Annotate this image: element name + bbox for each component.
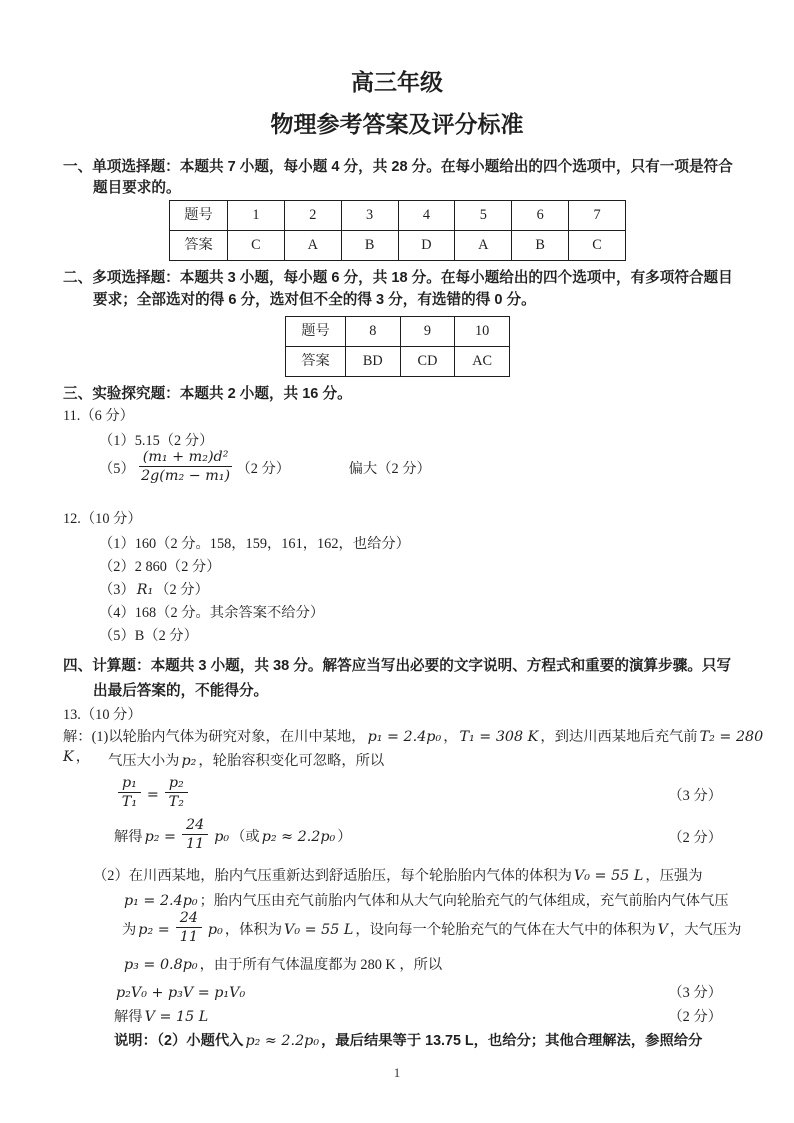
- q13-result-2-line: [0, 1007, 794, 1027]
- text-segment: ，轮胎容积变化可忽略，所以: [198, 753, 385, 769]
- q11-heading: 11.（6 分）: [63, 408, 134, 424]
- text-segment: 为: [122, 922, 137, 939]
- text-segment: （2 分）: [155, 582, 209, 598]
- fraction: [139, 449, 233, 485]
- answer-table-cell: AC: [455, 347, 510, 377]
- answer-table-cell: A: [455, 231, 512, 261]
- answer-table-cell: 2: [284, 201, 341, 231]
- math-segment: T₂ = 280 K: [63, 729, 764, 766]
- section1-heading-line2: 题目要求的。: [93, 180, 181, 196]
- fraction-numerator: 24: [182, 817, 208, 835]
- math-segment: T₁ = 308 K: [459, 729, 539, 745]
- math-segment: V₀ = 55 L: [573, 868, 644, 884]
- q11-item5-answer: [99, 449, 291, 485]
- math-segment: p₁ = 2.4p₀: [124, 893, 198, 909]
- math-segment: p₂ =: [138, 922, 170, 939]
- text-segment: ，压强为: [645, 868, 703, 884]
- q13-solution-part2-line2: [0, 891, 794, 911]
- q13-result-2-score: （2 分）: [668, 1009, 722, 1025]
- answer-table-cell: 4: [398, 201, 455, 231]
- text-segment: ，到达川西某地后充气前: [540, 729, 698, 745]
- q13-solution-part1-line2: [0, 751, 794, 771]
- answer-table-cell: BD: [346, 347, 401, 377]
- document-title-line2: 物理参考答案及评分标准: [270, 111, 524, 137]
- math-segment: p₀: [207, 922, 223, 939]
- math-segment: V₀ = 55 L: [284, 922, 354, 939]
- answer-table-cell: 1: [228, 201, 285, 231]
- fraction: [118, 775, 141, 811]
- math-segment: p₀: [214, 829, 230, 846]
- q12-item-5: （5）B（2 分）: [99, 628, 198, 644]
- text-segment: （或: [231, 829, 260, 846]
- q13-equation-2-line: [0, 983, 794, 1003]
- table-row: [286, 347, 510, 377]
- q13-equation-2: [114, 983, 247, 1003]
- section2-heading-line2: 要求；全部选对的得 6 分，选对但不全的得 3 分，有选错的得 0 分。: [93, 292, 536, 308]
- text-segment: （3）: [99, 582, 135, 598]
- table-row: [170, 201, 626, 231]
- fraction-denominator: 11: [179, 929, 198, 946]
- q13-equation-1-score: （3 分）: [668, 787, 722, 804]
- fraction-numerator: (m₁ + m₂)d²: [139, 449, 233, 467]
- text-segment: ，: [443, 729, 458, 745]
- math-segment: p₂: [181, 753, 197, 769]
- fraction: [176, 910, 202, 946]
- bold-text-segment: ，最后结果等于 13.75 L，也给分；其他合理解法，参照给分: [321, 1033, 703, 1049]
- document-title-line1: 高三年级: [351, 69, 443, 95]
- q11-item5-extra-answer: 偏大（2 分）: [348, 461, 431, 478]
- q13-heading: 13.（10 分）: [63, 707, 142, 723]
- q13-result-2: [114, 1007, 210, 1027]
- q13-solution-part2-line1: [0, 866, 794, 886]
- answer-table-cell: 5: [455, 201, 512, 231]
- text-segment: ，由于所有气体温度都为 280 K ，所以: [199, 957, 443, 973]
- q13-equation-1-line: [0, 775, 794, 814]
- fraction-numerator: p₂: [165, 775, 188, 793]
- text-segment: ；胎内气压由充气前胎内气体和从大气向轮胎充气的气体组成，充气前胎内气体气压: [199, 893, 729, 909]
- text-segment: 气压大小为: [108, 753, 180, 769]
- math-segment: p₂ ≈ 2.2p₀: [245, 1033, 320, 1049]
- answer-table-cell: B: [341, 231, 398, 261]
- text-segment: ）: [337, 829, 352, 846]
- answer-table-cell: 题号: [286, 317, 346, 347]
- answer-table-cell: C: [569, 231, 626, 261]
- section3-heading: 三、实验探究题：本题共 2 小题，共 16 分。: [63, 386, 352, 402]
- q12-item-1: （1）160（2 分。158，159，161，162，也给分）: [99, 536, 410, 552]
- text-segment: 解得: [114, 1009, 143, 1025]
- fraction-numerator: p₁: [118, 775, 141, 793]
- single-choice-answer-table: [169, 200, 626, 261]
- text-segment: ，体积为: [224, 922, 282, 939]
- q13-result-1: [114, 817, 352, 856]
- answer-table-cell: 答案: [286, 347, 346, 377]
- q13-result-1-score: （2 分）: [668, 829, 722, 846]
- text-segment: ，: [75, 749, 90, 766]
- fraction: [182, 817, 208, 853]
- fraction-denominator: T₂: [168, 794, 184, 811]
- text-segment: （2 分）: [236, 461, 291, 478]
- math-segment: p₂V₀ + p₃V = p₁V₀: [116, 985, 246, 1001]
- answer-table-cell: 7: [569, 201, 626, 231]
- math-segment: p₃ = 0.8p₀: [124, 957, 198, 973]
- text-segment: （5）: [99, 461, 135, 478]
- answer-table-cell: 6: [512, 201, 569, 231]
- math-segment: p₁ = 2.4p₀: [367, 729, 442, 745]
- q11-item-5: [0, 449, 794, 488]
- answer-table-cell: 3: [341, 201, 398, 231]
- section2-heading-line1: 二、多项选择题：本题共 3 小题，每小题 6 分，共 18 分。在每小题给出的四个选项中，有多项符合题目: [63, 270, 733, 286]
- answer-table-cell: 题号: [170, 201, 228, 231]
- q13-equation-2-score: （3 分）: [668, 985, 722, 1001]
- text-segment: 解得: [114, 829, 143, 846]
- section4-heading-line1: 四、计算题：本题共 3 小题，共 38 分。解答应当写出必要的文字说明、方程式和重要的演算步骤。只写: [63, 658, 732, 674]
- q12-item-4: （4）168（2 分。其余答案不给分）: [99, 605, 325, 621]
- answer-table-cell: D: [398, 231, 455, 261]
- answer-table-cell: B: [512, 231, 569, 261]
- q12-item-3: [0, 580, 794, 600]
- answer-table-cell: 答案: [170, 231, 228, 261]
- answer-table-cell: 9: [400, 317, 455, 347]
- fraction-denominator: 11: [186, 836, 205, 853]
- q11-item-1: （1）5.15（2 分）: [99, 433, 214, 449]
- math-segment: =: [146, 787, 159, 804]
- table-row: [286, 317, 510, 347]
- q13-equation-1: [114, 775, 192, 814]
- text-segment: ，设向每一个轮胎充气的气体在大气中的体积为: [355, 922, 656, 939]
- bold-text-segment: 说明：（2）小题代入: [114, 1033, 244, 1049]
- fraction: [165, 775, 188, 811]
- fraction-numerator: 24: [176, 910, 202, 928]
- q13-solution-part2-line4: [0, 955, 794, 975]
- q13-solution-part2-line3: [0, 910, 794, 949]
- section1-heading-line1: 一、单项选择题：本题共 7 小题，每小题 4 分，共 28 分。在每小题给出的四个选项中，只有一项是符合: [63, 159, 733, 175]
- math-segment: p₂ =: [144, 829, 177, 846]
- math-segment: R₁: [136, 582, 154, 598]
- text-segment: ，大气压为: [669, 922, 742, 939]
- answer-table-cell: 10: [455, 317, 510, 347]
- fraction-denominator: T₁: [121, 794, 138, 811]
- q12-heading: 12.（10 分）: [63, 511, 142, 527]
- answer-table-cell: CD: [400, 347, 455, 377]
- math-segment: p₂ ≈ 2.2p₀: [261, 829, 336, 846]
- answer-table-cell: A: [284, 231, 341, 261]
- text-segment: （2）在川西某地，胎内气压重新达到舒适胎压，每个轮胎胎内气体的体积为: [93, 868, 572, 884]
- math-segment: V: [657, 922, 668, 939]
- q13-result-1-line: [0, 817, 794, 856]
- answer-table-cell: 8: [346, 317, 401, 347]
- q12-item-2: （2）2 860（2 分）: [99, 559, 221, 575]
- section4-heading-line2: 出最后答案的，不能得分。: [93, 683, 269, 699]
- page-number: 1: [393, 1065, 401, 1080]
- text-segment: 解：(1)以轮胎内气体为研究对象，在川中某地，: [63, 729, 366, 745]
- multi-choice-answer-table: [285, 316, 510, 377]
- fraction-denominator: 2g(m₂ − m₁): [141, 468, 231, 485]
- answer-table-cell: C: [228, 231, 285, 261]
- q13-grading-note: [0, 1031, 794, 1051]
- math-segment: V = 15 L: [144, 1009, 209, 1025]
- table-row: [170, 231, 626, 261]
